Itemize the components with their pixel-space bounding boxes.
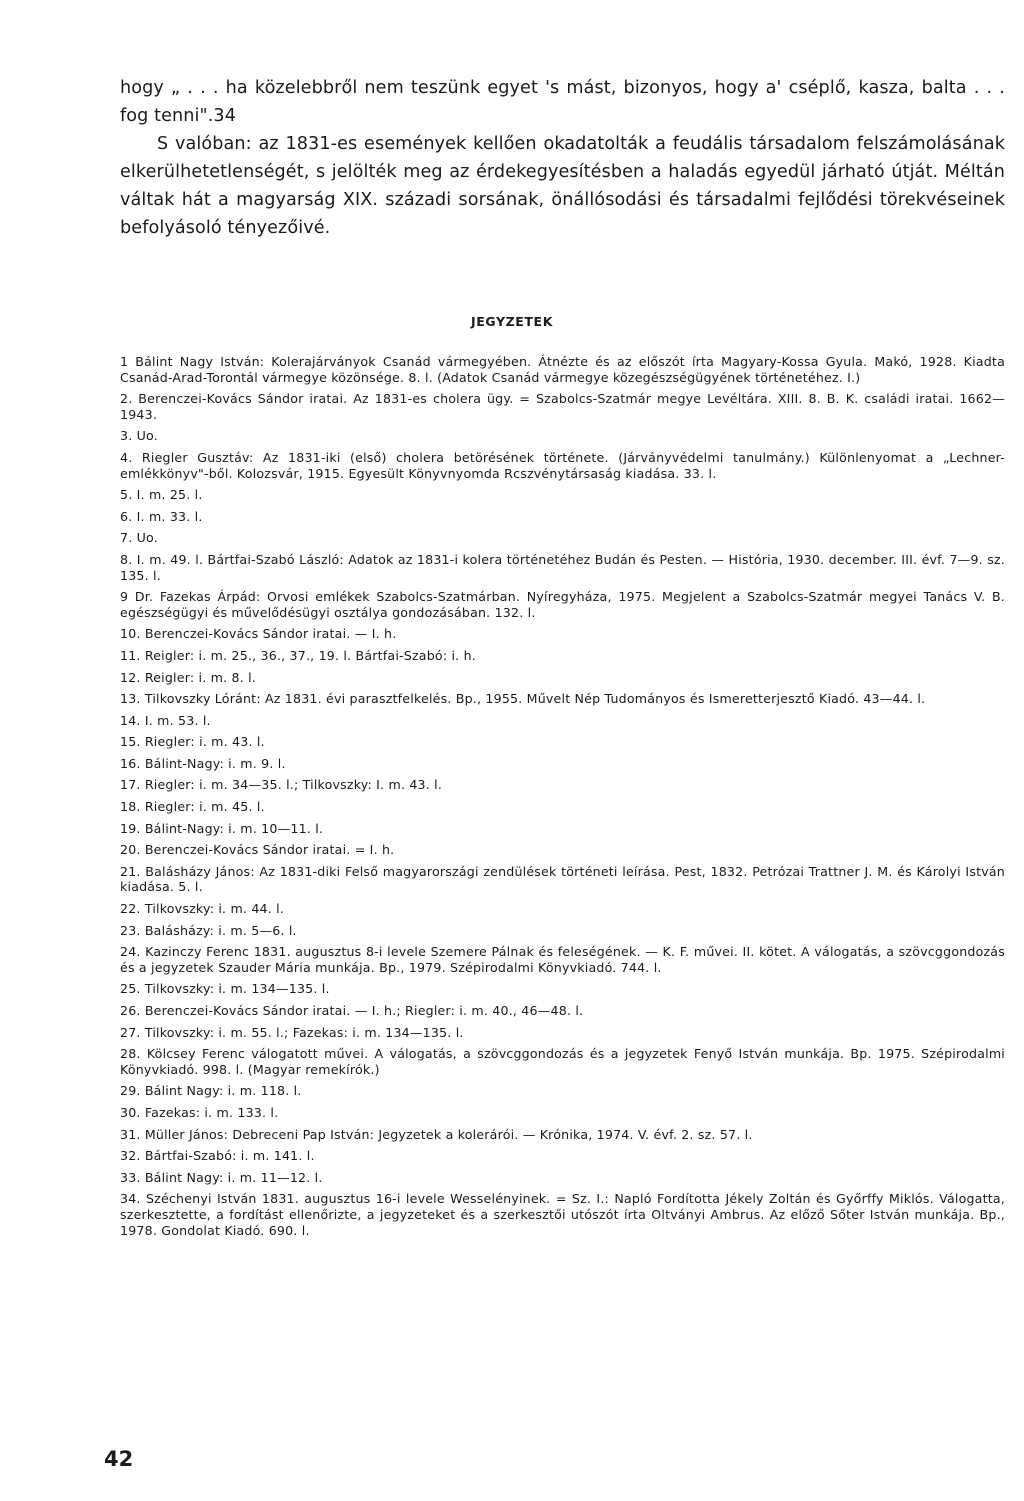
note-item: 12. Reigler: i. m. 8. l. <box>120 669 257 685</box>
note-item: 2. Berenczei-Kovács Sándor iratai. Az 1831-es cholera ügy. = Szabolcs-Szatmár megye Levéltára. XIII. 8. B. K. családi iratai. 1662—1943. <box>120 391 1005 422</box>
note-item: 27. Tilkovszky: i. m. 55. l.; Fazekas: i. m. 134—135. l. <box>120 1024 464 1040</box>
note-item: 21. Balásházy János: Az 1831-diki Felső magyarországi zendülések történeti leírása. Pest, 1832. Petrózai Trattner J. M. és Károlyi István kiadása. 5. l. <box>120 863 1005 895</box>
note-item: 28. Kölcsey Ferenc válogatott művei. A válogatás, a szövcggondozás és a jegyzetek Fenyő István munkája. Bp. 1975. Szépirodalmi Könyvkiadó. 998. l. (Magyar remekírók.) <box>120 1046 1005 1077</box>
note-item: 17. Riegler: i. m. 34—35. l.; Tilkovszky: I. m. 43. l. <box>120 777 443 793</box>
note-item: 14. I. m. 53. l. <box>120 712 211 728</box>
note-item: 6. I. m. 33. l. <box>120 508 203 524</box>
note-item: 4. Riegler Gusztáv: Az 1831-iki (első) cholera betörésének története. (Járványvédelmi tanulmány.) Különlenyomat a „Lechner-emlékkönyv"-ből. Kolozsvár, 1915. Egyesült Könyvnyomda Rcszvénytársaság kiadása. 33. l. <box>120 449 1005 481</box>
body-paragraph: S valóban: az 1831-es események kellően okadatolták a feudális társadalom felszámolásának elkerülhetetlenségét, s jelölték meg az érdekegyesítésben a haladás egyedül járható útját. Méltán váltak hát a magyarság XIX. századi sorsának, önállósodási és társadalmi fejlődési törekvéseinek befolyásoló tényezőivé. <box>120 134 1005 238</box>
note-item: 22. Tilkovszky: i. m. 44. l. <box>120 901 285 917</box>
note-item: 24. Kazinczy Ferenc 1831. augusztus 8-i levele Szemere Pálnak és feleségének. — K. F. művei. II. kötet. A válogatás, a szövcggondozás és a jegyzetek Szauder Mária munkája. Bp., 1979. Szépirodalmi Könyvkiadó. 744. l. <box>120 944 1005 975</box>
note-item: 33. Bálint Nagy: i. m. 11—12. l. <box>120 1169 323 1185</box>
notes-heading: JEGYZETEK <box>471 314 553 329</box>
note-item: 32. Bártfai-Szabó: i. m. 141. l. <box>120 1148 315 1164</box>
body-paragraph-continuation: hogy „ . . . ha közelebbről nem teszünk egyet 's mást, bizonyos, hogy a' cséplő, kasza, balta . . . fog tenni".34 <box>120 78 1005 126</box>
note-item: 30. Fazekas: i. m. 133. l. <box>120 1104 279 1120</box>
note-item: 3. Uo. <box>120 428 158 444</box>
note-item: 20. Berenczei-Kovács Sándor iratai. = I. h. <box>120 842 395 858</box>
note-item: 11. Reigler: i. m. 25., 36., 37., 19. l. Bártfai-Szabó: i. h. <box>120 647 476 663</box>
note-item: 29. Bálint Nagy: i. m. 118. l. <box>120 1083 302 1099</box>
note-item: 16. Bálint-Nagy: i. m. 9. l. <box>120 755 286 771</box>
note-item: 8. I. m. 49. l. Bártfai-Szabó László: Adatok az 1831-i kolera történetéhez Budán és Pesten. — História, 1930. december. III. évf. 7—9. sz. 135. l. <box>120 551 1005 583</box>
note-item: 7. Uo. <box>120 530 158 546</box>
note-item: 34. Széchenyi István 1831. augusztus 16-i levele Wesselényinek. = Sz. I.: Napló Fordította Jékely Zoltán és Győrffy Miklós. Válogatta, szerkesztette, a fordítást ellenőrizte, a jegyzeteket és a szerkesztői utószót írta Oltványi Ambrus. Az előző Sőter István munkája. Bp., 1978. Gondolat Kiadó. 690. l. <box>120 1191 1005 1238</box>
note-item: 9 Dr. Fazekas Árpád: Orvosi emlékek Szabolcs-Szatmárban. Nyíregyháza, 1975. Megjelent a Szabolcs-Szatmár megyei Tanács V. B. egészségügyi és művelődésügyi osztálya gondozásában. 132. l. <box>120 589 1005 620</box>
note-item: 26. Berenczei-Kovács Sándor iratai. — I. h.; Riegler: i. m. 40., 46—48. l. <box>120 1003 584 1018</box>
note-item: 19. Bálint-Nagy: i. m. 10—11. l. <box>120 820 324 836</box>
note-item: 15. Riegler: i. m. 43. l. <box>120 734 265 750</box>
note-item: 5. I. m. 25. l. <box>120 487 203 503</box>
note-item: 23. Balásházy: i. m. 5—6. l. <box>120 922 297 938</box>
note-item: 18. Riegler: i. m. 45. l. <box>120 799 265 815</box>
note-item: 1 Bálint Nagy István: Kolerajárványok Csanád vármegyében. Átnézte és az előszót írta Magyary-Kossa Gyula. Makó, 1928. Kiadta Csanád-Arad-Torontál vármegye közönsége. 8. l. (Adatok Csanád vármegye közegészségügyének történetéhez. I.) <box>120 354 1005 385</box>
body-text <box>120 74 1005 242</box>
note-item: 13. Tilkovszky Lóránt: Az 1831. évi parasztfelkelés. Bp., 1955. Művelt Nép Tudományos és Ismeretterjesztő Kiadó. 43—44. l. <box>120 691 926 707</box>
page-number: 42 <box>104 1447 134 1471</box>
note-item: 25. Tilkovszky: i. m. 134—135. l. <box>120 981 330 997</box>
note-item: 31. Müller János: Debreceni Pap István: Jegyzetek a kolerárói. — Krónika, 1974. V. évf. 2. sz. 57. l. <box>120 1126 753 1142</box>
note-item: 10. Berenczei-Kovács Sándor iratai. — I. h. <box>120 626 397 642</box>
notes-list <box>120 354 1005 1244</box>
